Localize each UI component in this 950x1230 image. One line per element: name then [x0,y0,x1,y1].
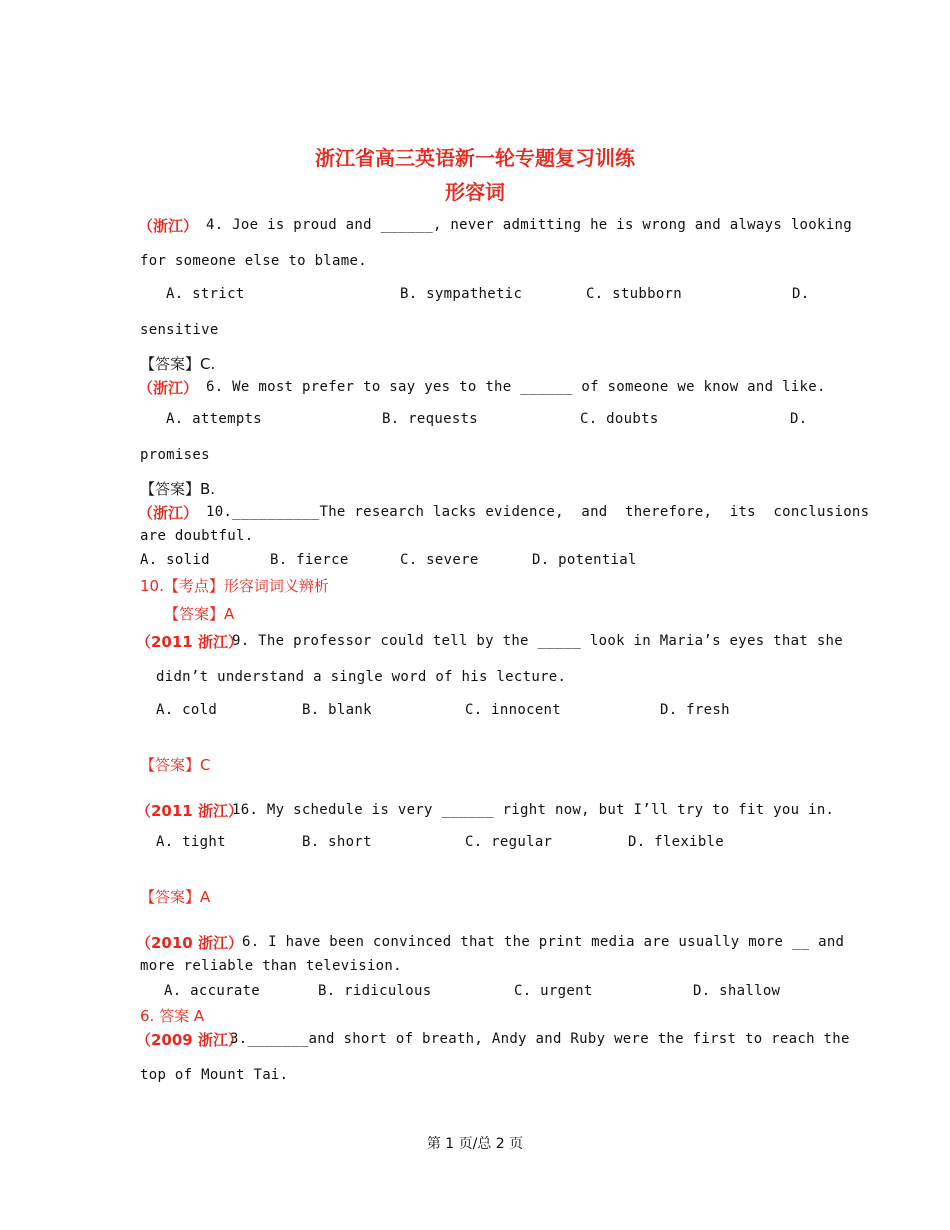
option-d-text: promises [140,447,210,463]
question-source-tag: （浙江） [138,217,199,235]
document-title: 浙江省高三英语新一轮专题复习训练 [315,146,635,170]
page-number-footer: 第 1 页/总 2 页 [426,1136,524,1152]
option-d: D. flexible [628,834,725,850]
option-c: C. doubts [580,411,659,427]
question-source-tag: （2009 浙江） [136,1031,243,1049]
option-a: A. solid [140,552,210,568]
option-b: B. sympathetic [400,286,523,302]
question-source-tag: （2010 浙江） [136,934,243,952]
question-text: 16. My schedule is very ______ right now, but I’ll try to fit you in. [232,802,835,818]
question-source-tag: （浙江） [138,379,199,397]
option-d: D. [792,286,810,302]
option-d-text: sensitive [140,322,219,338]
question-source-tag: （浙江） [138,504,199,522]
option-d: D. potential [532,552,637,568]
answer-line: 【答案】A [140,888,211,906]
option-c: C. urgent [514,983,593,999]
option-d: D. shallow [693,983,781,999]
document-subtitle: 形容词 [445,180,505,204]
question-text: more reliable than television. [140,958,402,974]
option-b: B. blank [302,702,372,718]
question-text: 3._______and short of breath, Andy and Ruby were the first to reach the [230,1031,850,1047]
question-text: for someone else to blame. [140,253,367,269]
question-text: 6. I have been convinced that the print media are usually more __ and [242,934,845,950]
answer-line: 【答案】C [140,756,211,774]
answer-line: 【答案】A [164,605,235,623]
question-text: 4. Joe is proud and ______, never admitting he is wrong and always looking [206,217,852,233]
question-source-tag: （2011 浙江） [136,633,243,651]
option-d: D. [790,411,808,427]
option-a: A. accurate [164,983,261,999]
option-b: B. requests [382,411,479,427]
answer-line: 【答案】B. [140,480,216,498]
knowledge-point: 10.【考点】形容词词义辨析 [140,577,329,595]
question-text: 9. The professor could tell by the _____ look in Maria’s eyes that she [232,633,844,649]
question-text: top of Mount Tai. [140,1067,289,1083]
option-d: D. fresh [660,702,730,718]
option-b: B. fierce [270,552,349,568]
answer-line: 【答案】C. [140,355,216,373]
question-source-tag: （2011 浙江） [136,802,243,820]
option-b: B. ridiculous [318,983,432,999]
answer-line: 6. 答案 A [140,1007,205,1025]
option-b: B. short [302,834,372,850]
option-a: A. tight [156,834,226,850]
option-c: C. innocent [465,702,562,718]
question-text: are doubtful. [140,528,254,544]
option-c: C. severe [400,552,479,568]
question-text: 10.__________The research lacks evidence, and therefore, its conclusions [206,504,870,520]
option-a: A. strict [166,286,245,302]
option-a: A. attempts [166,411,263,427]
question-text: 6. We most prefer to say yes to the ______ of someone we know and like. [206,379,826,395]
option-c: C. stubborn [586,286,683,302]
question-text: didn’t understand a single word of his lecture. [156,669,567,685]
option-c: C. regular [465,834,553,850]
option-a: A. cold [156,702,218,718]
